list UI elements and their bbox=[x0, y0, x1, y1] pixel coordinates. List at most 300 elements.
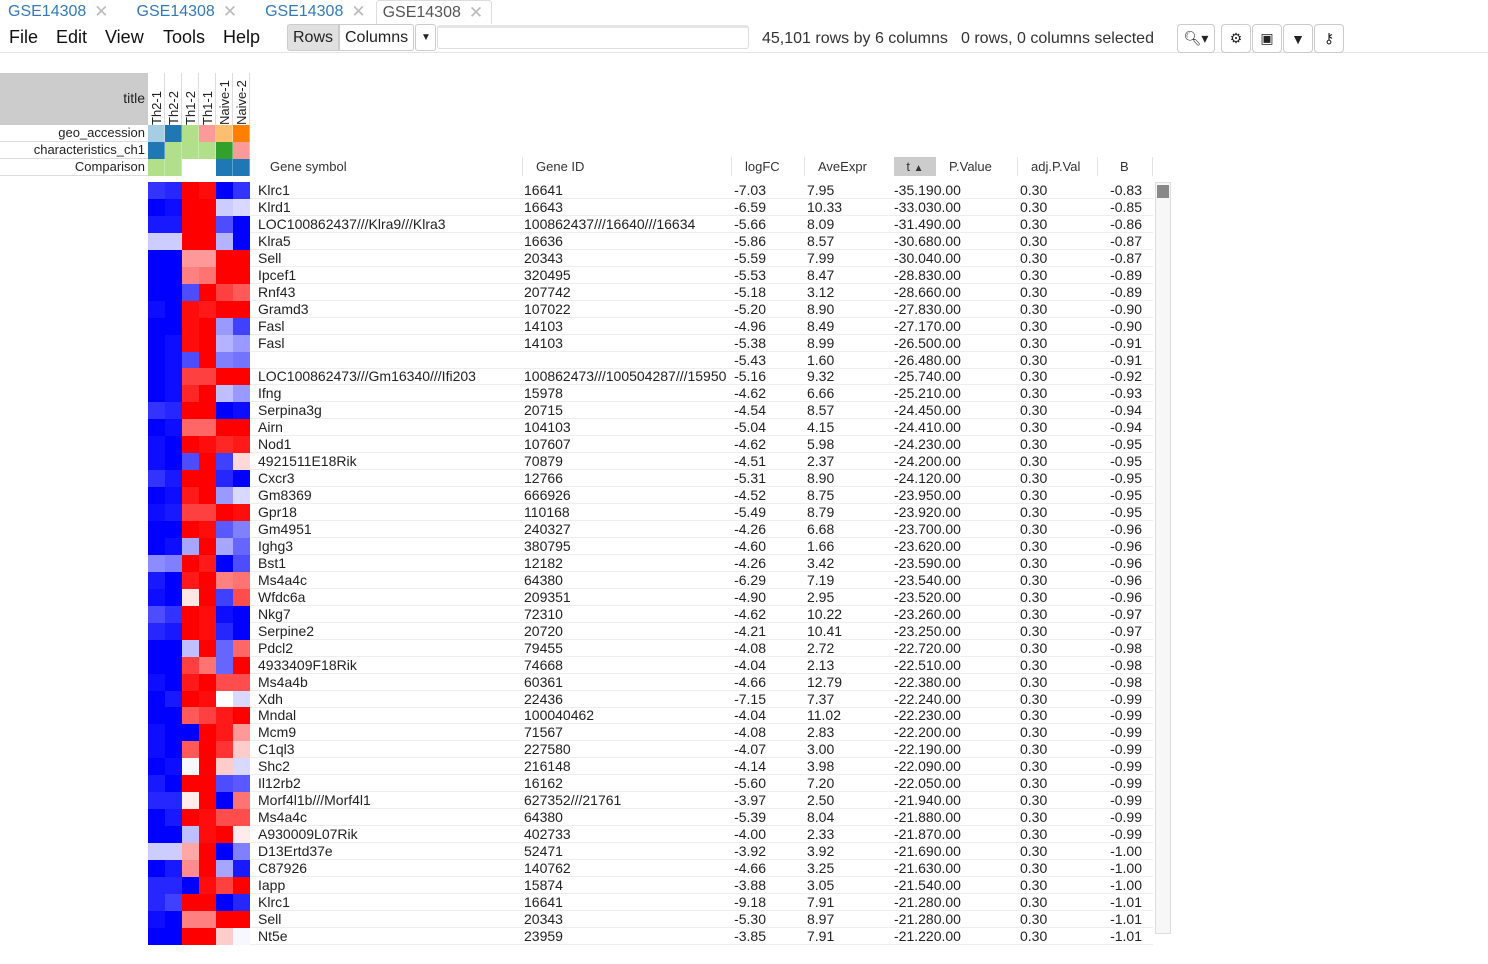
heatmap-cell[interactable] bbox=[216, 318, 233, 335]
heatmap-cell[interactable] bbox=[182, 352, 199, 369]
heatmap-cell[interactable] bbox=[199, 741, 216, 758]
heatmap-cell[interactable] bbox=[233, 521, 250, 538]
heatmap-cell[interactable] bbox=[199, 267, 216, 284]
heatmap-cell[interactable] bbox=[233, 606, 250, 623]
heatmap-cell[interactable] bbox=[165, 182, 182, 199]
heatmap-cell[interactable] bbox=[165, 284, 182, 301]
heatmap-cell[interactable] bbox=[233, 385, 250, 402]
heatmap-cell[interactable] bbox=[216, 724, 233, 741]
col-header-gene-id[interactable]: Gene ID bbox=[536, 159, 585, 174]
heatmap-cell[interactable] bbox=[199, 877, 216, 894]
heatmap-cell[interactable] bbox=[182, 589, 199, 606]
heatmap-cell[interactable] bbox=[233, 419, 250, 436]
heatmap-cell[interactable] bbox=[182, 284, 199, 301]
heatmap-cell[interactable] bbox=[199, 792, 216, 809]
heatmap-cell[interactable] bbox=[148, 352, 165, 369]
heatmap-cell[interactable] bbox=[233, 182, 250, 199]
heatmap-cell[interactable] bbox=[199, 758, 216, 775]
heatmap-cell[interactable] bbox=[148, 538, 165, 555]
table-row[interactable] bbox=[148, 826, 1153, 843]
heatmap-cell[interactable] bbox=[216, 911, 233, 928]
heatmap-cell[interactable] bbox=[199, 826, 216, 843]
sample-name[interactable]: Th2-1 bbox=[148, 73, 165, 125]
heatmap-cell[interactable] bbox=[148, 724, 165, 741]
heatmap-cell[interactable] bbox=[165, 877, 182, 894]
heatmap-cell[interactable] bbox=[216, 199, 233, 216]
columns-toggle[interactable]: Columns bbox=[339, 24, 414, 51]
heatmap-cell[interactable] bbox=[216, 741, 233, 758]
heatmap-cell[interactable] bbox=[182, 555, 199, 572]
table-row[interactable] bbox=[148, 538, 1153, 555]
table-row[interactable] bbox=[148, 453, 1153, 470]
table-row[interactable] bbox=[148, 894, 1153, 911]
heatmap-cell[interactable] bbox=[182, 741, 199, 758]
col-header-t[interactable] bbox=[894, 157, 936, 176]
heatmap-cell[interactable] bbox=[148, 792, 165, 809]
sample-name[interactable]: Naive-2 bbox=[233, 73, 250, 125]
heatmap-cell[interactable] bbox=[148, 877, 165, 894]
heatmap-cell[interactable] bbox=[199, 352, 216, 369]
heatmap-cell[interactable] bbox=[216, 623, 233, 640]
heatmap-cell[interactable] bbox=[165, 436, 182, 453]
heatmap-cell[interactable] bbox=[199, 623, 216, 640]
col-header-aveexpr[interactable]: AveExpr bbox=[818, 159, 867, 174]
heatmap-cell[interactable] bbox=[182, 792, 199, 809]
heatmap-table[interactable] bbox=[148, 182, 1158, 944]
heatmap-cell[interactable] bbox=[199, 674, 216, 691]
annotation-cell[interactable] bbox=[148, 125, 165, 142]
heatmap-cell[interactable] bbox=[148, 741, 165, 758]
heatmap-cell[interactable] bbox=[165, 572, 182, 589]
heatmap-cell[interactable] bbox=[165, 504, 182, 521]
heatmap-cell[interactable] bbox=[216, 674, 233, 691]
heatmap-cell[interactable] bbox=[148, 385, 165, 402]
heatmap-cell[interactable] bbox=[148, 487, 165, 504]
heatmap-cell[interactable] bbox=[148, 250, 165, 267]
table-row[interactable] bbox=[148, 216, 1153, 233]
heatmap-cell[interactable] bbox=[148, 623, 165, 640]
heatmap-cell[interactable] bbox=[216, 707, 233, 724]
heatmap-cell[interactable] bbox=[233, 487, 250, 504]
col-header-adj-pval[interactable]: adj.P.Val bbox=[1031, 159, 1081, 174]
heatmap-cell[interactable] bbox=[233, 233, 250, 250]
heatmap-cell[interactable] bbox=[165, 419, 182, 436]
heatmap-cell[interactable] bbox=[199, 657, 216, 674]
heatmap-cell[interactable] bbox=[148, 606, 165, 623]
heatmap-cell[interactable] bbox=[233, 623, 250, 640]
heatmap-cell[interactable] bbox=[182, 335, 199, 352]
heatmap-cell[interactable] bbox=[182, 623, 199, 640]
table-row[interactable] bbox=[148, 843, 1153, 860]
heatmap-cell[interactable] bbox=[216, 368, 233, 385]
annotation-cell[interactable] bbox=[182, 142, 199, 159]
heatmap-cell[interactable] bbox=[165, 724, 182, 741]
menu-view[interactable]: View bbox=[105, 27, 144, 47]
heatmap-cell[interactable] bbox=[233, 335, 250, 352]
tab[interactable] bbox=[0, 0, 117, 24]
rows-toggle[interactable]: Rows bbox=[287, 24, 339, 51]
heatmap-cell[interactable] bbox=[148, 301, 165, 318]
table-row[interactable] bbox=[148, 470, 1153, 487]
settings-button[interactable] bbox=[1221, 24, 1251, 53]
table-row[interactable] bbox=[148, 606, 1153, 623]
heatmap-cell[interactable] bbox=[233, 352, 250, 369]
heatmap-cell[interactable] bbox=[165, 233, 182, 250]
heatmap-cell[interactable] bbox=[216, 436, 233, 453]
close-icon[interactable]: ✕ bbox=[351, 2, 366, 21]
table-row[interactable] bbox=[148, 589, 1153, 606]
heatmap-cell[interactable] bbox=[199, 182, 216, 199]
heatmap-cell[interactable] bbox=[148, 470, 165, 487]
heatmap-cell[interactable] bbox=[233, 555, 250, 572]
menu-tools[interactable]: Tools bbox=[163, 27, 206, 47]
heatmap-cell[interactable] bbox=[216, 284, 233, 301]
heatmap-cell[interactable] bbox=[233, 657, 250, 674]
heatmap-cell[interactable] bbox=[216, 504, 233, 521]
heatmap-cell[interactable] bbox=[182, 826, 199, 843]
heatmap-cell[interactable] bbox=[165, 589, 182, 606]
heatmap-cell[interactable] bbox=[148, 436, 165, 453]
heatmap-cell[interactable] bbox=[182, 657, 199, 674]
heatmap-cell[interactable] bbox=[199, 233, 216, 250]
heatmap-cell[interactable] bbox=[199, 402, 216, 419]
heatmap-cell[interactable] bbox=[148, 419, 165, 436]
search-input[interactable] bbox=[437, 25, 749, 49]
heatmap-cell[interactable] bbox=[182, 707, 199, 724]
heatmap-cell[interactable] bbox=[199, 572, 216, 589]
heatmap-cell[interactable] bbox=[148, 453, 165, 470]
heatmap-cell[interactable] bbox=[216, 250, 233, 267]
heatmap-cell[interactable] bbox=[148, 674, 165, 691]
heatmap-cell[interactable] bbox=[199, 368, 216, 385]
heatmap-cell[interactable] bbox=[199, 504, 216, 521]
heatmap-cell[interactable] bbox=[216, 216, 233, 233]
table-row[interactable] bbox=[148, 691, 1153, 708]
heatmap-cell[interactable] bbox=[148, 504, 165, 521]
heatmap-cell[interactable] bbox=[199, 199, 216, 216]
heatmap-cell[interactable] bbox=[216, 267, 233, 284]
table-row[interactable] bbox=[148, 724, 1153, 741]
sample-name[interactable]: Th1-2 bbox=[182, 73, 199, 125]
heatmap-cell[interactable] bbox=[199, 538, 216, 555]
heatmap-cell[interactable] bbox=[216, 352, 233, 369]
heatmap-cell[interactable] bbox=[199, 775, 216, 792]
heatmap-cell[interactable] bbox=[233, 894, 250, 911]
annotation-cell[interactable] bbox=[199, 142, 216, 159]
heatmap-cell[interactable] bbox=[199, 860, 216, 877]
heatmap-cell[interactable] bbox=[182, 199, 199, 216]
heatmap-cell[interactable] bbox=[216, 877, 233, 894]
table-row[interactable] bbox=[148, 555, 1153, 572]
table-row[interactable] bbox=[148, 707, 1153, 724]
annotation-cell[interactable] bbox=[216, 142, 233, 159]
col-header-pvalue[interactable]: P.Value bbox=[949, 159, 992, 174]
heatmap-cell[interactable] bbox=[199, 809, 216, 826]
zoom-button[interactable] bbox=[1177, 24, 1215, 53]
annotation-cell[interactable] bbox=[199, 125, 216, 142]
menu-help[interactable]: Help bbox=[223, 27, 261, 47]
heatmap-cell[interactable] bbox=[233, 453, 250, 470]
heatmap-cell[interactable] bbox=[216, 691, 233, 708]
heatmap-cell[interactable] bbox=[148, 233, 165, 250]
table-row[interactable] bbox=[148, 385, 1153, 402]
heatmap-cell[interactable] bbox=[182, 267, 199, 284]
heatmap-cell[interactable] bbox=[216, 470, 233, 487]
heatmap-cell[interactable] bbox=[216, 233, 233, 250]
heatmap-cell[interactable] bbox=[165, 657, 182, 674]
heatmap-cell[interactable] bbox=[233, 843, 250, 860]
table-row[interactable] bbox=[148, 335, 1153, 352]
heatmap-cell[interactable] bbox=[148, 640, 165, 657]
heatmap-cell[interactable] bbox=[233, 860, 250, 877]
heatmap-cell[interactable] bbox=[182, 470, 199, 487]
heatmap-cell[interactable] bbox=[233, 741, 250, 758]
table-row[interactable] bbox=[148, 419, 1153, 436]
heatmap-cell[interactable] bbox=[216, 182, 233, 199]
heatmap-cell[interactable] bbox=[199, 707, 216, 724]
heatmap-cell[interactable] bbox=[199, 284, 216, 301]
heatmap-cell[interactable] bbox=[182, 860, 199, 877]
heatmap-cell[interactable] bbox=[148, 809, 165, 826]
sample-name[interactable]: Th1-1 bbox=[199, 73, 216, 125]
heatmap-cell[interactable] bbox=[216, 860, 233, 877]
table-row[interactable] bbox=[148, 809, 1153, 826]
heatmap-cell[interactable] bbox=[199, 487, 216, 504]
heatmap-cell[interactable] bbox=[199, 606, 216, 623]
heatmap-cell[interactable] bbox=[182, 182, 199, 199]
close-icon[interactable]: ✕ bbox=[94, 2, 109, 21]
heatmap-cell[interactable] bbox=[148, 521, 165, 538]
meta-label-characteristics[interactable]: characteristics_ch1 bbox=[0, 142, 148, 159]
heatmap-cell[interactable] bbox=[216, 453, 233, 470]
heatmap-cell[interactable] bbox=[216, 335, 233, 352]
annotation-cell[interactable] bbox=[216, 159, 233, 176]
heatmap-cell[interactable] bbox=[216, 402, 233, 419]
heatmap-cell[interactable] bbox=[165, 792, 182, 809]
heatmap-cell[interactable] bbox=[148, 402, 165, 419]
heatmap-cell[interactable] bbox=[165, 538, 182, 555]
heatmap-cell[interactable] bbox=[182, 758, 199, 775]
annotation-cell[interactable] bbox=[148, 159, 165, 176]
heatmap-cell[interactable] bbox=[182, 233, 199, 250]
heatmap-cell[interactable] bbox=[165, 352, 182, 369]
table-row[interactable] bbox=[148, 504, 1153, 521]
heatmap-cell[interactable] bbox=[165, 606, 182, 623]
search-mode-dropdown[interactable] bbox=[415, 24, 436, 51]
heatmap-cell[interactable] bbox=[233, 470, 250, 487]
tab[interactable] bbox=[257, 0, 374, 24]
heatmap-cell[interactable] bbox=[233, 911, 250, 928]
heatmap-cell[interactable] bbox=[165, 674, 182, 691]
heatmap-cell[interactable] bbox=[199, 894, 216, 911]
heatmap-cell[interactable] bbox=[148, 284, 165, 301]
heatmap-cell[interactable] bbox=[182, 843, 199, 860]
heatmap-cell[interactable] bbox=[182, 318, 199, 335]
sample-name[interactable]: Th2-2 bbox=[165, 73, 182, 125]
heatmap-cell[interactable] bbox=[148, 707, 165, 724]
heatmap-cell[interactable] bbox=[165, 741, 182, 758]
table-row[interactable] bbox=[148, 572, 1153, 589]
heatmap-cell[interactable] bbox=[165, 640, 182, 657]
heatmap-cell[interactable] bbox=[148, 826, 165, 843]
heatmap-cell[interactable] bbox=[148, 199, 165, 216]
heatmap-cell[interactable] bbox=[165, 809, 182, 826]
table-row[interactable] bbox=[148, 436, 1153, 453]
heatmap-cell[interactable] bbox=[199, 555, 216, 572]
col-header-logfc[interactable]: logFC bbox=[745, 159, 780, 174]
heatmap-cell[interactable] bbox=[216, 589, 233, 606]
table-row[interactable] bbox=[148, 521, 1153, 538]
table-row[interactable] bbox=[148, 301, 1153, 318]
heatmap-cell[interactable] bbox=[199, 470, 216, 487]
heatmap-cell[interactable] bbox=[233, 589, 250, 606]
heatmap-cell[interactable] bbox=[199, 335, 216, 352]
close-icon[interactable]: ✕ bbox=[222, 2, 238, 21]
heatmap-cell[interactable] bbox=[165, 301, 182, 318]
heatmap-cell[interactable] bbox=[233, 928, 250, 945]
heatmap-cell[interactable] bbox=[182, 640, 199, 657]
heatmap-cell[interactable] bbox=[165, 318, 182, 335]
tab-active[interactable] bbox=[376, 0, 493, 24]
table-row[interactable] bbox=[148, 318, 1153, 335]
table-row[interactable] bbox=[148, 267, 1153, 284]
heatmap-cell[interactable] bbox=[165, 894, 182, 911]
heatmap-cell[interactable] bbox=[148, 335, 165, 352]
heatmap-cell[interactable] bbox=[199, 724, 216, 741]
annotation-cell[interactable] bbox=[216, 125, 233, 142]
heatmap-cell[interactable] bbox=[165, 928, 182, 945]
heatmap-cell[interactable] bbox=[165, 623, 182, 640]
table-row[interactable] bbox=[148, 368, 1153, 385]
heatmap-cell[interactable] bbox=[233, 724, 250, 741]
table-row[interactable] bbox=[148, 250, 1153, 267]
heatmap-cell[interactable] bbox=[182, 368, 199, 385]
heatmap-cell[interactable] bbox=[233, 691, 250, 708]
heatmap-cell[interactable] bbox=[148, 758, 165, 775]
heatmap-cell[interactable] bbox=[148, 657, 165, 674]
heatmap-cell[interactable] bbox=[216, 538, 233, 555]
heatmap-cell[interactable] bbox=[165, 707, 182, 724]
heatmap-cell[interactable] bbox=[233, 809, 250, 826]
filter-button[interactable] bbox=[1283, 24, 1313, 53]
heatmap-cell[interactable] bbox=[182, 385, 199, 402]
heatmap-cell[interactable] bbox=[182, 606, 199, 623]
annotation-cell[interactable] bbox=[165, 125, 182, 142]
heatmap-cell[interactable] bbox=[216, 385, 233, 402]
heatmap-cell[interactable] bbox=[216, 809, 233, 826]
heatmap-cell[interactable] bbox=[233, 199, 250, 216]
table-row[interactable] bbox=[148, 911, 1153, 928]
heatmap-cell[interactable] bbox=[148, 216, 165, 233]
table-row[interactable] bbox=[148, 792, 1153, 809]
heatmap-cell[interactable] bbox=[165, 453, 182, 470]
heatmap-cell[interactable] bbox=[182, 691, 199, 708]
heatmap-cell[interactable] bbox=[233, 267, 250, 284]
heatmap-cell[interactable] bbox=[165, 691, 182, 708]
heatmap-cell[interactable] bbox=[182, 453, 199, 470]
heatmap-cell[interactable] bbox=[199, 640, 216, 657]
heatmap-cell[interactable] bbox=[182, 250, 199, 267]
heatmap-cell[interactable] bbox=[199, 216, 216, 233]
heatmap-cell[interactable] bbox=[233, 758, 250, 775]
heatmap-cell[interactable] bbox=[199, 250, 216, 267]
heatmap-cell[interactable] bbox=[165, 267, 182, 284]
menu-edit[interactable]: Edit bbox=[56, 27, 88, 47]
heatmap-cell[interactable] bbox=[165, 775, 182, 792]
heatmap-cell[interactable] bbox=[182, 928, 199, 945]
heatmap-cell[interactable] bbox=[182, 911, 199, 928]
table-row[interactable] bbox=[148, 640, 1153, 657]
table-row[interactable] bbox=[148, 233, 1153, 250]
heatmap-cell[interactable] bbox=[182, 538, 199, 555]
heatmap-cell[interactable] bbox=[182, 572, 199, 589]
heatmap-cell[interactable] bbox=[199, 301, 216, 318]
close-icon[interactable]: ✕ bbox=[468, 2, 484, 22]
table-row[interactable] bbox=[148, 199, 1153, 216]
heatmap-cell[interactable] bbox=[233, 436, 250, 453]
heatmap-cell[interactable] bbox=[182, 402, 199, 419]
annotation-cell[interactable] bbox=[233, 142, 250, 159]
heatmap-cell[interactable] bbox=[165, 843, 182, 860]
meta-label-geo[interactable]: geo_accession bbox=[0, 125, 148, 142]
table-row[interactable] bbox=[148, 284, 1153, 301]
heatmap-cell[interactable] bbox=[199, 843, 216, 860]
heatmap-cell[interactable] bbox=[148, 267, 165, 284]
heatmap-cell[interactable] bbox=[216, 928, 233, 945]
heatmap-cell[interactable] bbox=[148, 368, 165, 385]
table-row[interactable] bbox=[148, 860, 1153, 877]
heatmap-cell[interactable] bbox=[199, 419, 216, 436]
annotation-cell[interactable] bbox=[233, 159, 250, 176]
heatmap-cell[interactable] bbox=[165, 758, 182, 775]
heatmap-cell[interactable] bbox=[216, 555, 233, 572]
heatmap-cell[interactable] bbox=[199, 453, 216, 470]
heatmap-cell[interactable] bbox=[165, 385, 182, 402]
annotation-cell[interactable] bbox=[165, 142, 182, 159]
heatmap-cell[interactable] bbox=[233, 301, 250, 318]
heatmap-cell[interactable] bbox=[233, 504, 250, 521]
heatmap-cell[interactable] bbox=[233, 538, 250, 555]
save-image-button[interactable] bbox=[1252, 24, 1282, 53]
heatmap-cell[interactable] bbox=[165, 402, 182, 419]
scrollbar-thumb[interactable] bbox=[1157, 185, 1169, 198]
heatmap-cell[interactable] bbox=[216, 758, 233, 775]
heatmap-cell[interactable] bbox=[182, 419, 199, 436]
heatmap-cell[interactable] bbox=[216, 419, 233, 436]
heatmap-cell[interactable] bbox=[182, 504, 199, 521]
annotation-cell[interactable] bbox=[148, 142, 165, 159]
table-row[interactable] bbox=[148, 657, 1153, 674]
heatmap-cell[interactable] bbox=[148, 860, 165, 877]
heatmap-cell[interactable] bbox=[233, 216, 250, 233]
heatmap-cell[interactable] bbox=[165, 555, 182, 572]
table-row[interactable] bbox=[148, 402, 1153, 419]
heatmap-cell[interactable] bbox=[182, 521, 199, 538]
heatmap-cell[interactable] bbox=[216, 487, 233, 504]
heatmap-cell[interactable] bbox=[233, 707, 250, 724]
heatmap-cell[interactable] bbox=[165, 911, 182, 928]
heatmap-cell[interactable] bbox=[216, 606, 233, 623]
table-row[interactable] bbox=[148, 623, 1153, 640]
heatmap-cell[interactable] bbox=[216, 792, 233, 809]
heatmap-cell[interactable] bbox=[165, 335, 182, 352]
col-header-gene-symbol[interactable]: Gene symbol bbox=[270, 159, 347, 174]
table-row[interactable] bbox=[148, 352, 1153, 369]
heatmap-cell[interactable] bbox=[199, 385, 216, 402]
heatmap-cell[interactable] bbox=[233, 250, 250, 267]
table-row[interactable] bbox=[148, 674, 1153, 691]
annotation-cell[interactable] bbox=[165, 159, 182, 176]
